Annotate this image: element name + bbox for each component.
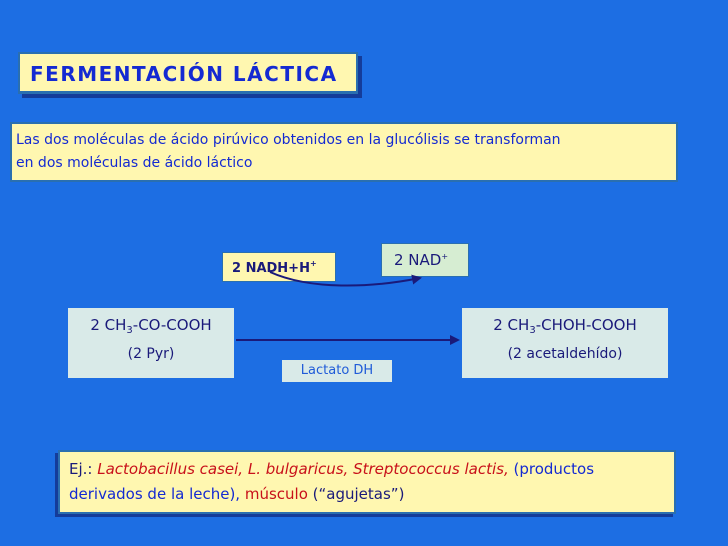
pyruvate-formula bbox=[68, 316, 234, 336]
nadh-label: 2 NADH+H bbox=[232, 261, 310, 276]
example-dairy: derivados de la leche), bbox=[69, 485, 245, 503]
pyruvate-formula-start: 2 CH bbox=[90, 316, 127, 334]
example-prefix: Ej.: bbox=[69, 460, 98, 478]
intro-line-1: Las dos moléculas de ácido pirúvico obtenidos en la glucólisis se transforman bbox=[16, 132, 561, 148]
lactate-formula bbox=[462, 316, 668, 336]
lactate-formula-start: 2 CH bbox=[493, 316, 530, 334]
lactate-note: (2 acetaldehído) bbox=[507, 346, 623, 362]
page-title-text: FERMENTACIÓN LÁCTICA bbox=[30, 62, 338, 86]
example-products: (productos bbox=[508, 460, 595, 478]
pyruvate-note: (2 Pyr) bbox=[127, 346, 175, 362]
example-box bbox=[58, 450, 676, 514]
example-muscle: músculo bbox=[244, 485, 308, 503]
enzyme-label: Lactato DH bbox=[282, 360, 392, 382]
pyruvate-formula-subscript: 3 bbox=[126, 325, 133, 336]
example-agujetas: (“agujetas”) bbox=[307, 485, 405, 503]
pyruvate-box bbox=[68, 308, 234, 378]
example-line-2 bbox=[69, 482, 674, 507]
lactate-formula-end: -CHOH-COOH bbox=[535, 316, 637, 334]
cofactor-arrow bbox=[270, 272, 420, 286]
nad-label: 2 NAD bbox=[394, 251, 442, 269]
example-species: Lactobacillus casei, L. bulgaricus, Streptococcus lactis, bbox=[97, 460, 509, 478]
lactate-formula-subscript: 3 bbox=[529, 325, 536, 336]
pyruvate-formula-end: -CO-COOH bbox=[132, 316, 212, 334]
nadh-superscript: + bbox=[309, 259, 317, 268]
intro-line-2: en dos moléculas de ácido láctico bbox=[16, 155, 253, 171]
nad-superscript: + bbox=[441, 252, 449, 261]
lactate-box bbox=[462, 308, 668, 378]
example-line-1 bbox=[69, 457, 674, 482]
